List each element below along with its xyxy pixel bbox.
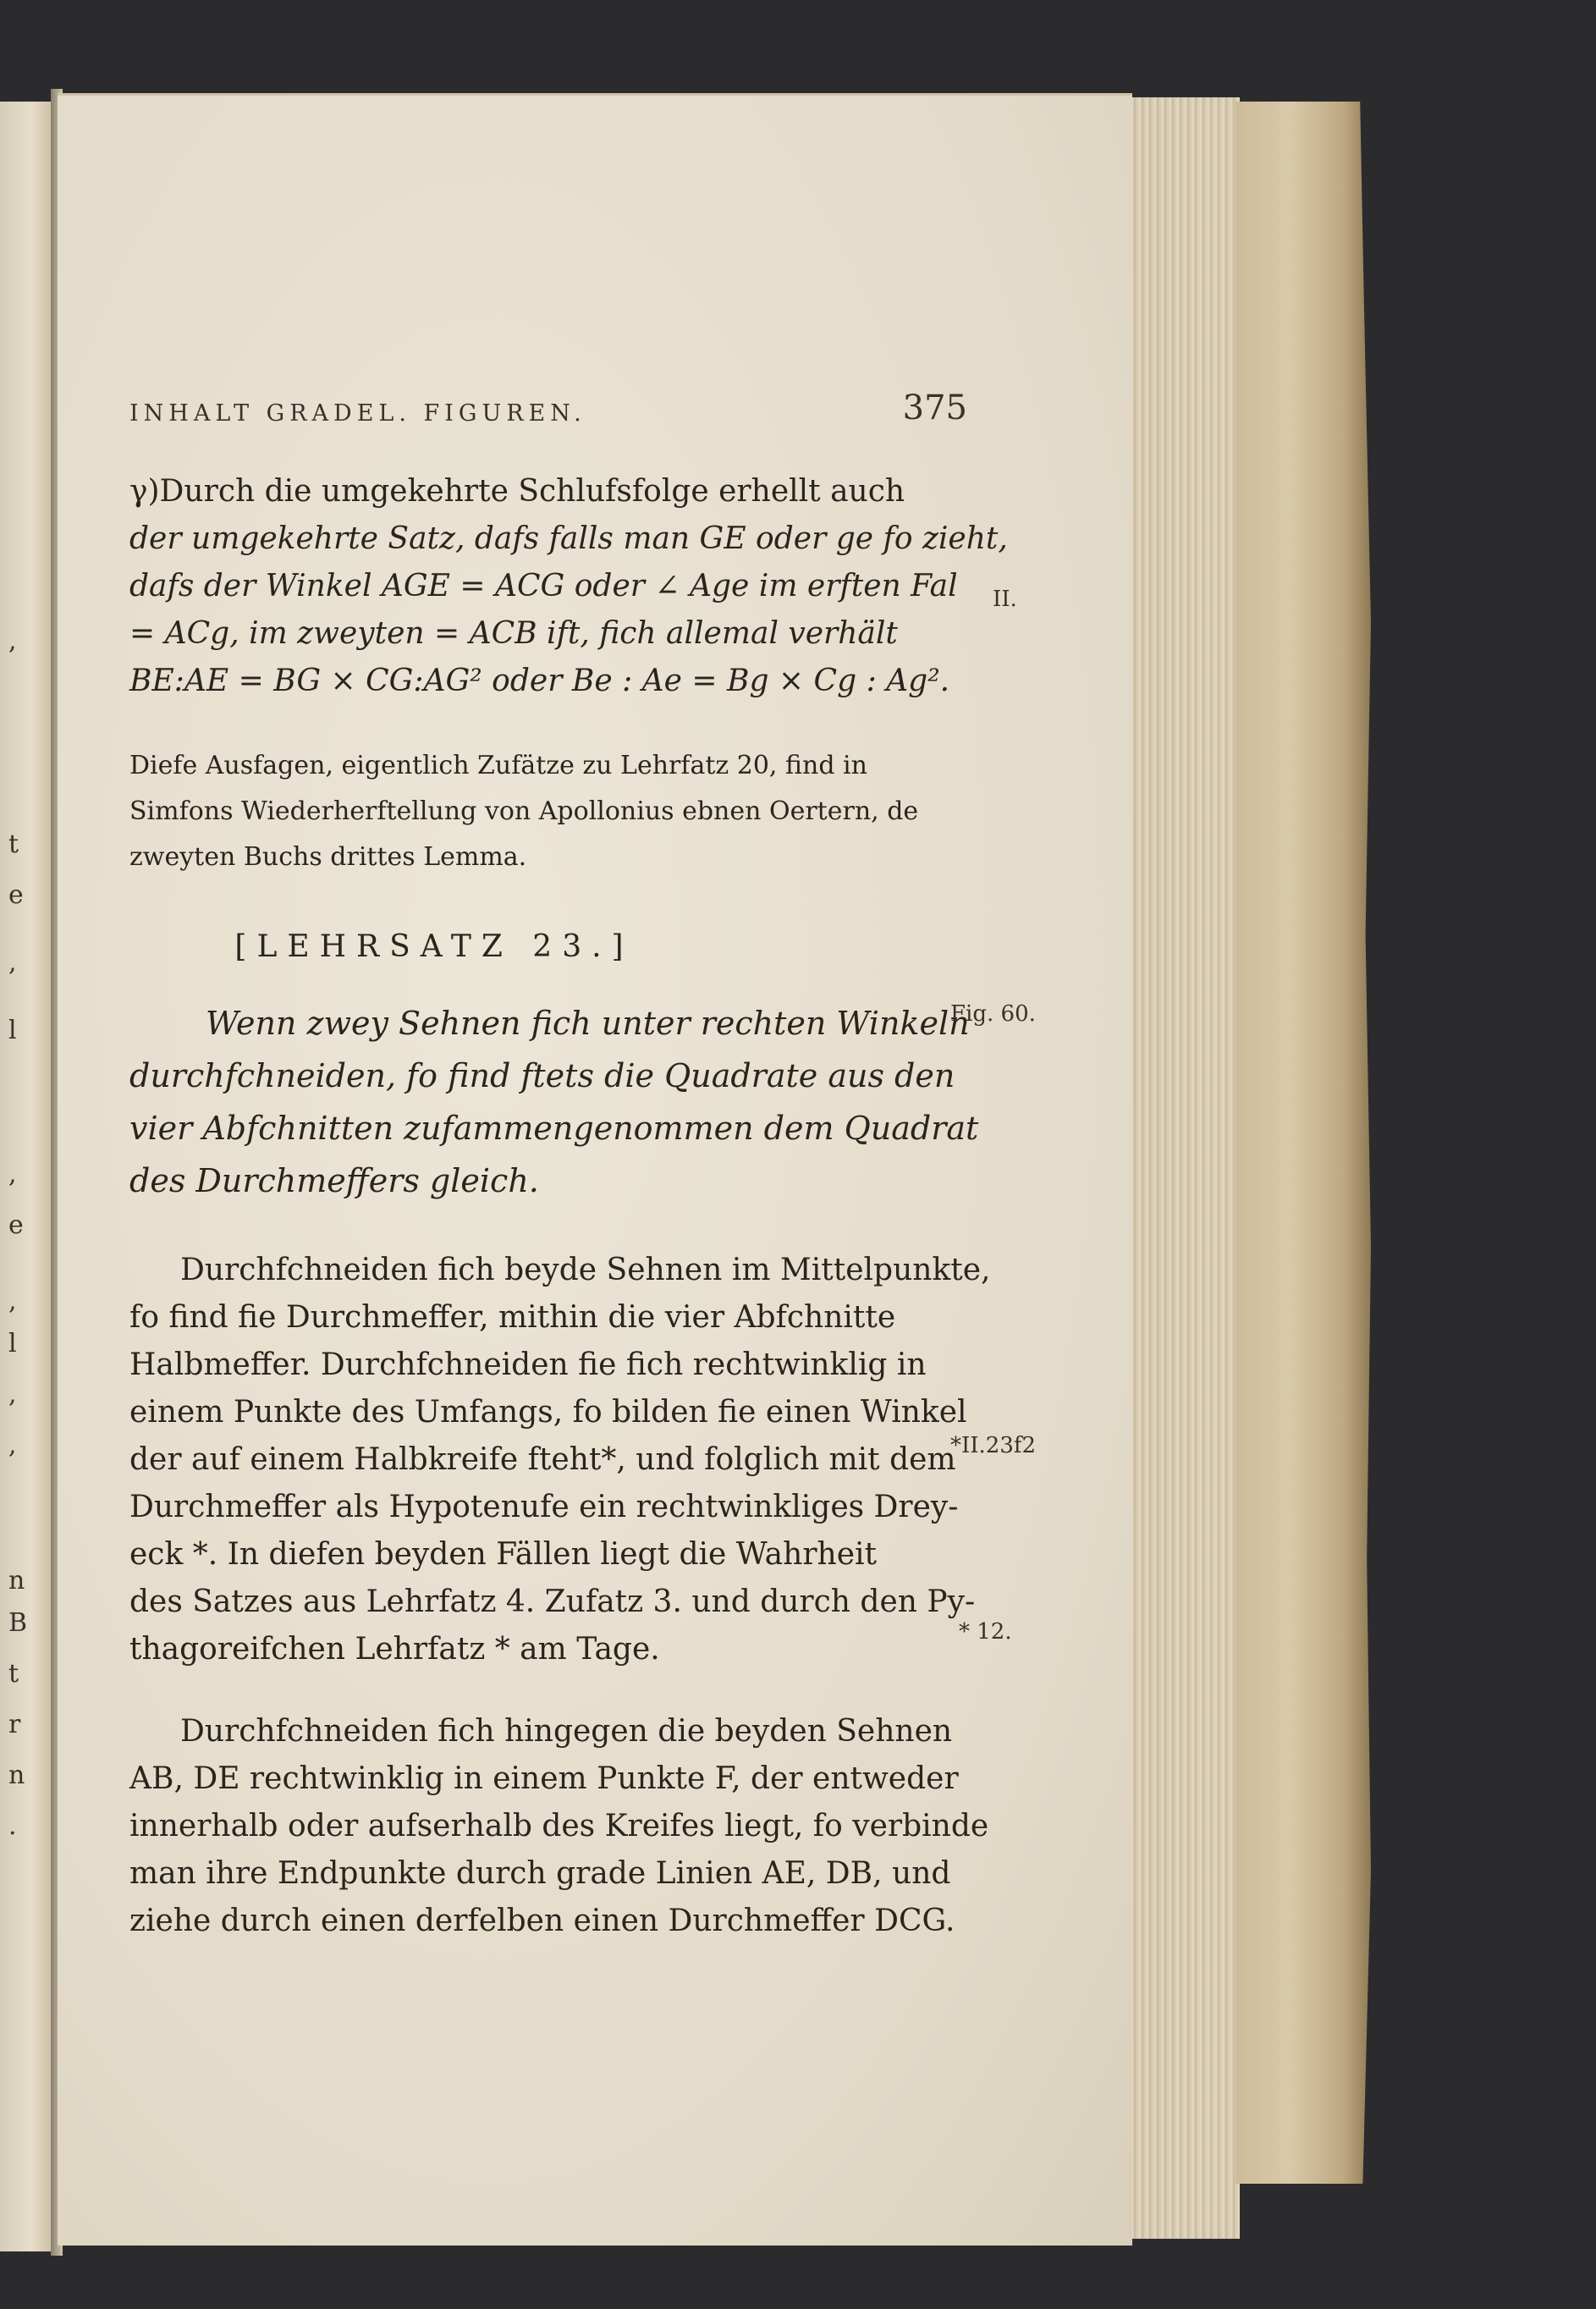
margin-fragment: n xyxy=(8,1566,25,1595)
text-line: BE:AE = BG × CG:AG² oder Be : Ae = Bg × Cg : Ag². xyxy=(129,664,950,698)
text-line: thagoreifchen Lehrfatz * am Tage. xyxy=(129,1632,660,1667)
worn-cover-edge xyxy=(1236,102,1371,2184)
running-head-text: INHALT GRADEL. FIGUREN. xyxy=(129,400,586,427)
left-page-margin-fragments xyxy=(3,102,49,2251)
text-line: Halbmeffer. Durchfchneiden fie fich rechtwinklig in xyxy=(129,1347,927,1382)
margin-fragment: , xyxy=(8,948,17,978)
text-line: der auf einem Halbkreife fteht*, und folglich mit dem xyxy=(129,1442,956,1477)
text-line: der umgekehrte Satz, dafs falls man GE oder ge fo zieht, xyxy=(129,521,1008,556)
margin-fragment: l xyxy=(8,1329,17,1358)
page-number: 375 xyxy=(902,389,967,427)
section-heading: [LEHRSATZ 23.] xyxy=(234,929,634,964)
margin-fragment: n xyxy=(8,1761,25,1790)
text-line: ziehe durch einen derfelben einen Durchmeffer DCG. xyxy=(129,1904,955,1938)
text-line: dafs der Winkel AGE = ACG oder ∠ Age im erften Fal xyxy=(129,569,958,603)
text-line: innerhalb oder aufserhalb des Kreifes liegt, fo verbinde xyxy=(129,1809,989,1843)
margin-note-ii: II. xyxy=(993,587,1017,612)
text-line: vier Abfchnitten zufammengenommen dem Quadrat xyxy=(129,1110,979,1147)
text-line: Durchfchneiden fich beyde Sehnen im Mittelpunkte, xyxy=(180,1253,991,1287)
margin-fragment: , xyxy=(8,1287,17,1316)
text-line: Durchmeffer als Hypotenufe ein rechtwinkliges Drey- xyxy=(129,1490,959,1524)
page-block-edges xyxy=(1130,97,1240,2239)
margin-fragment: , xyxy=(8,626,17,656)
text-line: fo find fie Durchmeffer, mithin die vier Abfchnitte xyxy=(129,1300,896,1335)
text-line: zweyten Buchs drittes Lemma. xyxy=(129,842,527,872)
margin-fragment: l xyxy=(8,1016,17,1045)
text-line: γ)Durch die umgekehrte Schlufsfolge erhellt auch xyxy=(129,474,905,509)
margin-fragment: r xyxy=(8,1710,21,1739)
text-line: Simfons Wiederherftellung von Apollonius ebnen Oertern, de xyxy=(129,796,919,826)
text-line: AB, DE rechtwinklig in einem Punkte F, der entweder xyxy=(129,1761,959,1796)
text-line: eck *. In diefen beyden Fällen liegt die Wahrheit xyxy=(129,1537,878,1572)
margin-fragment: t xyxy=(8,829,19,859)
margin-fragment: e xyxy=(8,1210,24,1240)
margin-fragment: t xyxy=(8,1659,19,1689)
margin-fragment: , xyxy=(8,1430,17,1460)
margin-fragment: , xyxy=(8,1380,17,1409)
text-line: einem Punkte des Umfangs, fo bilden fie einen Winkel xyxy=(129,1395,967,1430)
margin-fragment: B xyxy=(8,1608,28,1638)
text-line: Durchfchneiden fich hingegen die beyden Sehnen xyxy=(180,1714,953,1749)
left-facing-page xyxy=(0,102,54,2251)
text-line: man ihre Endpunkte durch grade Linien AE, DB, und xyxy=(129,1856,951,1891)
text-line: = ACg, im zweyten = ACB ift, fich allemal verhält xyxy=(129,616,898,651)
theorem-statement xyxy=(129,997,979,1207)
running-head xyxy=(129,389,967,427)
text-line: des Durchmeffers gleich. xyxy=(129,1162,539,1199)
text-line: Wenn zwey Sehnen fich unter rechten Winkeln xyxy=(206,1005,970,1042)
margin-note-reference: *II.23f2 xyxy=(950,1433,1037,1458)
book-page xyxy=(58,93,1132,2246)
margin-note-figure: Fig. 60. xyxy=(950,1001,1036,1027)
margin-fragment: . xyxy=(8,1811,17,1841)
paragraph-proof-2 xyxy=(129,1708,989,1945)
text-line: des Satzes aus Lehrfatz 4. Zufatz 3. und durch den Py- xyxy=(129,1584,976,1619)
text-line: Diefe Ausfagen, eigentlich Zufätze zu Lehrfatz 20, find in xyxy=(129,751,867,780)
margin-fragment: e xyxy=(8,880,24,910)
paragraph-remark xyxy=(129,743,942,880)
margin-fragment: , xyxy=(8,1160,17,1189)
margin-note-reference: * 12. xyxy=(959,1619,1012,1645)
text-line: durchfchneiden, fo find ftets die Quadrate aus den xyxy=(129,1057,955,1094)
